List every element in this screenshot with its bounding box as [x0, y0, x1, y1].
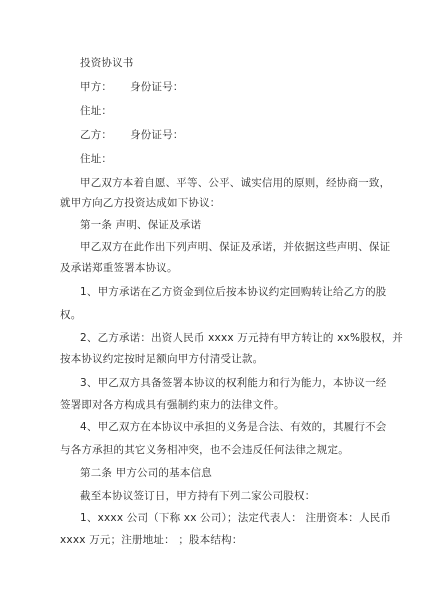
article1-title: 第一条 声明、保证及承诺: [80, 219, 202, 231]
article1-item4-line-1: 4、甲乙双方在本协议中承担的义务是合法、有效的，其履行不会: [80, 421, 387, 433]
party-b-address: 住址：: [80, 153, 113, 165]
article1-item2-line-2: 按本协议约定按时足额向甲方付清受让款。: [60, 353, 264, 365]
preamble-line-1: 甲乙双方本着自愿、平等、公平、诚实信用的原则，经协商一致，: [80, 177, 391, 189]
article1-item4-line-2: 与各方承担的其它义务相冲突，也不会违反任何法律之规定。: [60, 444, 349, 456]
party-b-id-label: 身份证号：: [130, 129, 184, 141]
party-a-address: 住址：: [80, 105, 113, 117]
doc-title: 投资协议书: [80, 57, 134, 69]
article1-item2-line-1: 2、乙方承诺：出资人民币 xxxx 万元持有甲方转让的 xx%股权，并: [80, 332, 403, 344]
article2-item1-line-2: xxxx 万元；注册地址： ；股本结构：: [60, 534, 243, 546]
article1-item1-line-1: 1、甲方承诺在乙方资金到位后按本协议约定回购转让给乙方的股: [80, 286, 387, 298]
article2-title: 第二条 甲方公司的基本信息: [80, 467, 212, 479]
article2-item1-line-1: 1、xxxx 公司（下称 xx 公司）；法定代表人： 注册资本：人民币: [80, 512, 392, 524]
article1-intro-line-2: 及承诺郑重签署本协议。: [60, 262, 178, 274]
party-a-id-label: 身份证号：: [130, 81, 184, 93]
article1-item3-line-1: 3、甲乙双方具备签署本协议的权利能力和行为能力，本协议一经: [80, 377, 387, 389]
article1-item1-line-2: 权。: [60, 309, 82, 321]
article2-intro: 截至本协议签订日，甲方持有下列二家公司股权：: [80, 490, 316, 502]
party-b-label: 乙方：: [80, 129, 113, 141]
article1-intro-line-1: 甲乙双方在此作出下列声明、保证及承诺，并依据这些声明、保证: [80, 241, 391, 253]
party-a-label: 甲方：: [80, 81, 113, 93]
preamble-line-2: 就甲方向乙方投资达成如下协议：: [60, 197, 221, 209]
article1-item3-line-2: 签署即对各方构成具有强制约束力的法律文件。: [60, 399, 285, 411]
party-a-line: [80, 80, 184, 94]
party-b-line: [80, 128, 184, 142]
